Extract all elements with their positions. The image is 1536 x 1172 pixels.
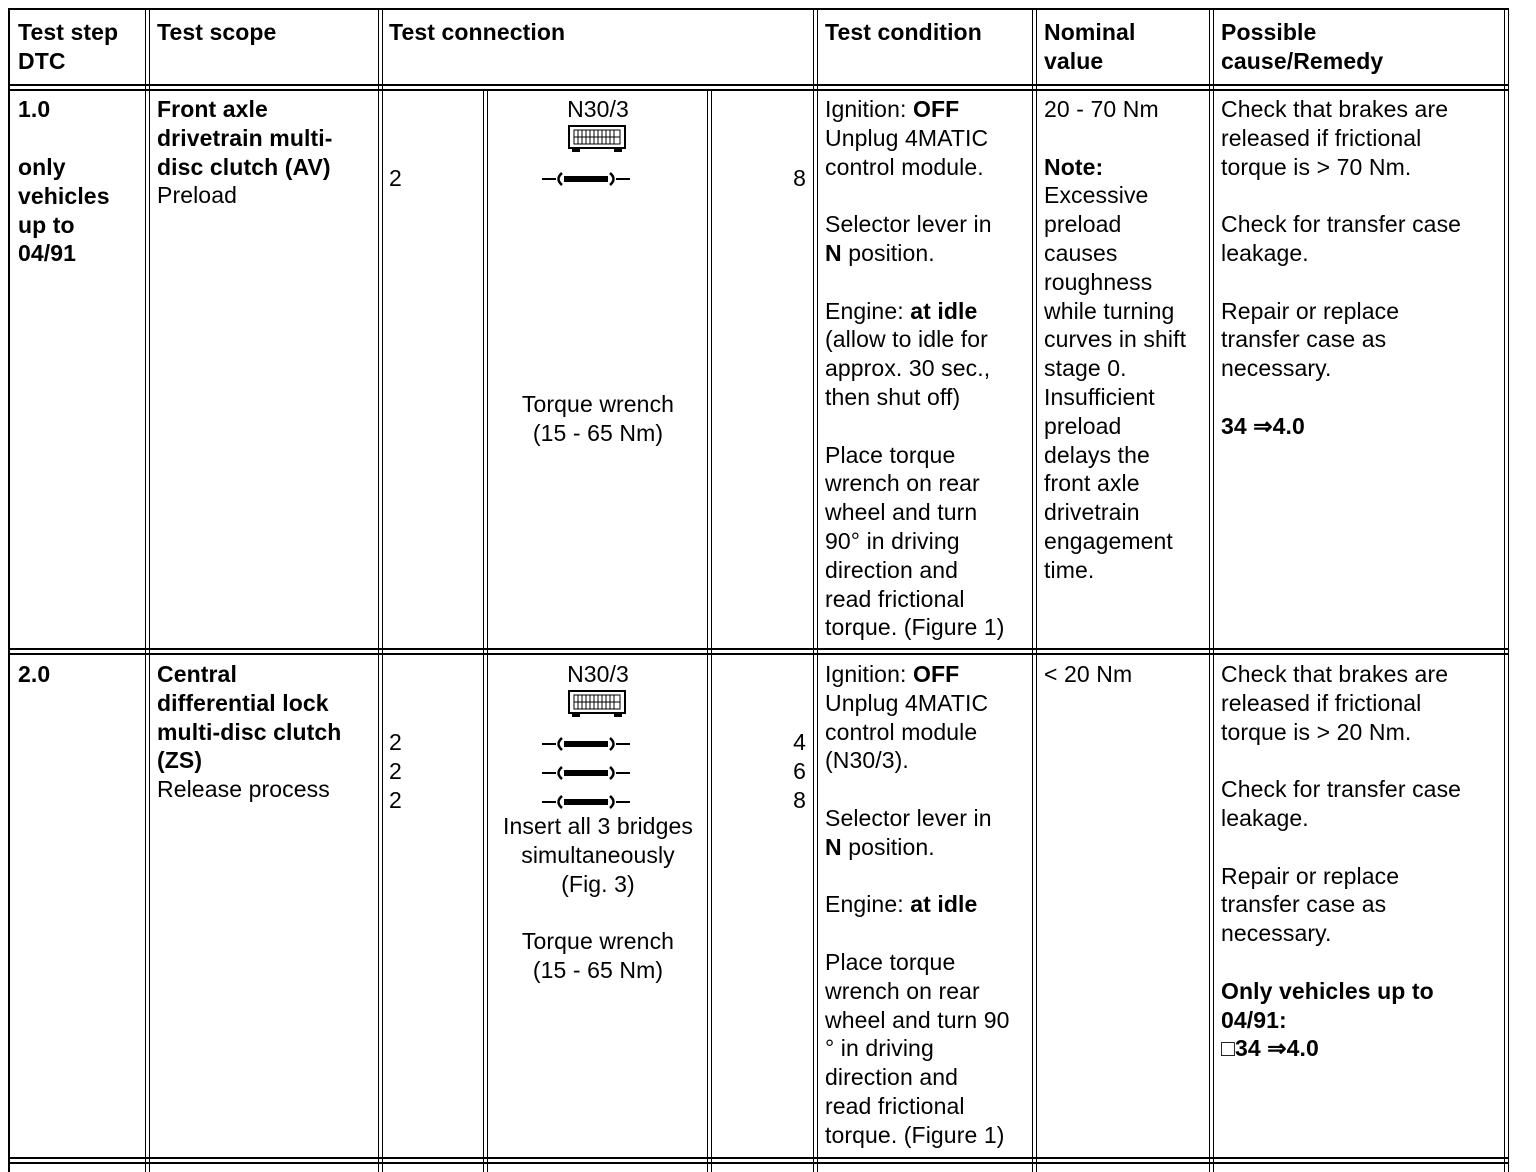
test-condition: Ignition: OFF Unplug 4MATIC control module (N30/3). Selector lever in N position. Engine: at idle Place torque wrench on rear wheel and turn 90 ° in driving direction and read frictional torque. (Figure 1)	[825, 661, 1010, 1148]
nominal-value: 20 - 70 Nm Note: Excessive preload causes roughness while turning curves in shift stage 0. Insufficient preload delays the front axle drivetrain engagement time.	[1044, 96, 1187, 583]
header-test-condition: Test condition	[825, 19, 982, 45]
nominal-value: < 20 Nm	[1044, 661, 1133, 687]
table-top-border	[8, 8, 1508, 10]
col-divider-condition	[813, 8, 818, 1172]
col-divider-remedy	[1209, 8, 1214, 1172]
test-step-number: 2.0	[18, 661, 51, 687]
header-nominal-value: Nominal value	[1044, 19, 1136, 74]
row1-top-border	[8, 89, 1508, 91]
connection-pins-left: 2 2 2	[389, 729, 402, 813]
conn-subdivider-right	[707, 89, 712, 1172]
module-label: N30/3	[567, 661, 629, 687]
table-right-border	[1504, 8, 1509, 1172]
col-divider-connection	[378, 8, 383, 1172]
connection-pins-right: 4 6 8	[793, 729, 806, 813]
tool-label: Torque wrench (15 - 65 Nm)	[521, 391, 675, 446]
connection-instruction: Insert all 3 bridges simultaneously (Fig. 3)	[503, 813, 693, 897]
row1-bottom-border	[8, 648, 1508, 650]
test-step-note: only vehicles up to 04/91	[18, 154, 110, 267]
header-test-step: Test step DTC	[18, 19, 119, 74]
conn-subdivider-left	[483, 89, 488, 1172]
header-bottom-border	[8, 84, 1508, 86]
row3-top-border	[8, 1162, 1508, 1164]
col-divider-scope	[145, 8, 150, 1172]
row2-top-border	[8, 653, 1508, 655]
bridge-adapter-icon	[542, 794, 630, 810]
connector-module-icon	[568, 125, 626, 153]
header-possible-cause: Possible cause/Remedy	[1221, 19, 1384, 74]
col-divider-nominal	[1032, 8, 1037, 1172]
module-label: N30/3	[567, 96, 629, 122]
test-scope: Central differential lock multi-disc clutch (ZS) Release process	[157, 661, 342, 803]
tool-label: Torque wrench (15 - 65 Nm)	[521, 928, 675, 983]
connection-pin-left: 2	[389, 165, 402, 191]
test-condition: Ignition: OFF Unplug 4MATIC control module. Selector lever in N position. Engine: at idle (allow to idle for approx. 30 sec., then shut off) Place torque wrench on rear wheel and turn 90° in driving direction and read frictional torque. (Figure 1)	[825, 96, 1005, 641]
connection-pin-right: 8	[793, 165, 806, 191]
test-scope: Front axle drivetrain multi- disc clutch (AV) Preload	[157, 96, 333, 209]
row2-bottom-border	[8, 1157, 1508, 1159]
bridge-adapter-icon	[542, 765, 630, 781]
test-step-number: 1.0	[18, 96, 51, 122]
header-test-scope: Test scope	[157, 19, 277, 45]
bridge-adapter-icon	[542, 736, 630, 752]
table-left-border	[8, 8, 10, 1172]
possible-cause-remedy: Check that brakes are released if frictional torque is > 20 Nm. Check for transfer case leakage. Repair or replace transfer case as necessary. Only vehicles up to 04/91: □34 ⇒4.0	[1221, 661, 1462, 1062]
bridge-adapter-icon	[542, 171, 630, 187]
connector-module-icon	[568, 690, 626, 718]
header-test-connection: Test connection	[389, 19, 566, 45]
possible-cause-remedy: Check that brakes are released if frictional torque is > 70 Nm. Check for transfer case leakage. Repair or replace transfer case as necessary. 34 ⇒4.0	[1221, 96, 1462, 439]
